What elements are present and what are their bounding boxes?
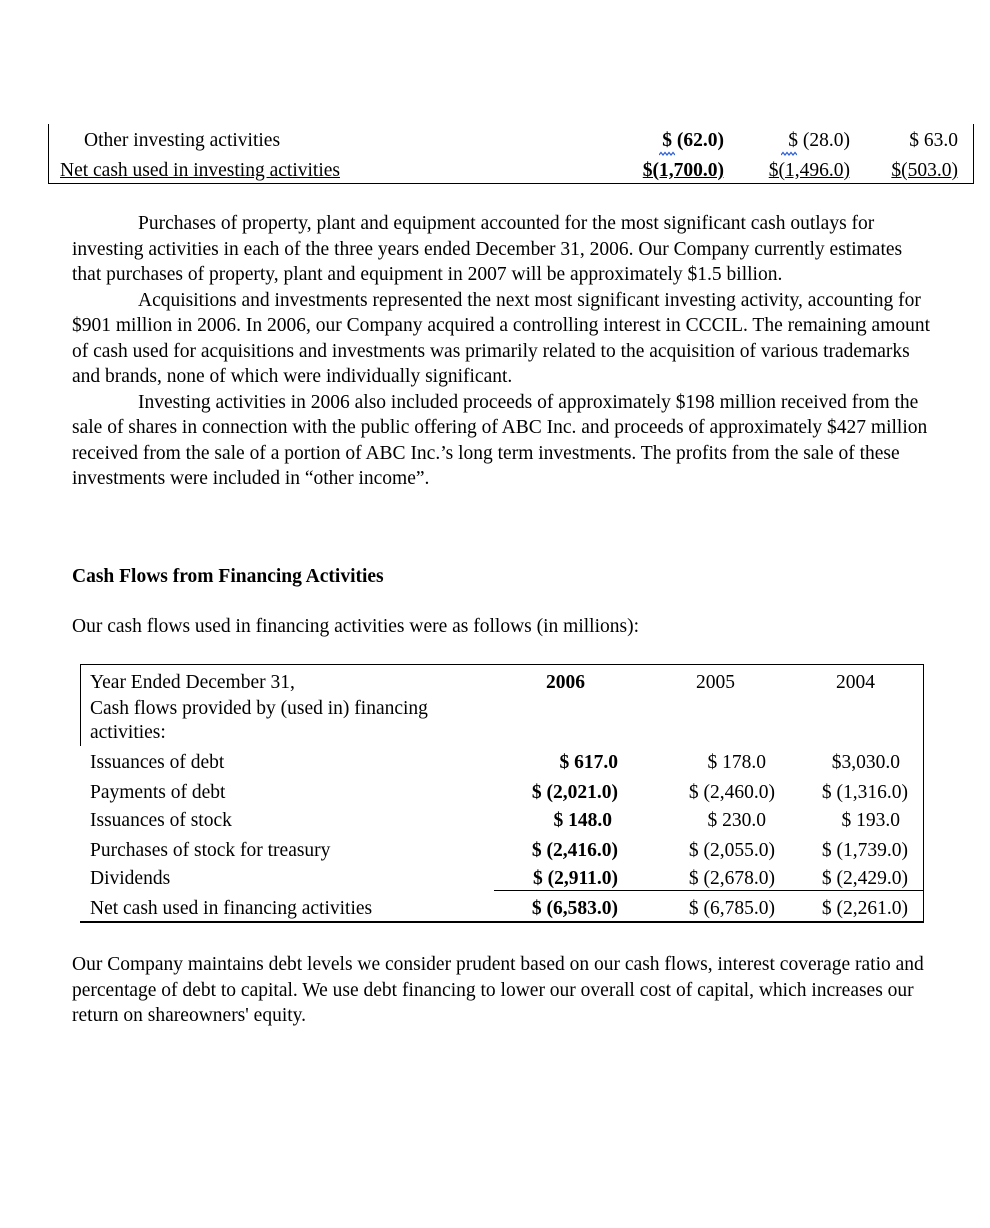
spellcheck-squiggle-icon xyxy=(659,151,675,157)
row-label: Net cash used in financing activities xyxy=(90,898,373,919)
table-border-right xyxy=(923,664,924,922)
value-2006: $ (2,911.0) xyxy=(532,868,618,889)
paragraph: Investing activities in 2006 also included proceeds of approximately $198 million received from the sale of shares in connection with the public offering of ABC Inc. and proceeds of approximately $427 million received from the sale of a portion of ABC Inc.’s long term investments. The profits from the sale of these investments were included in “other income”. xyxy=(72,391,928,489)
header-label: Year Ended December 31, xyxy=(90,672,295,693)
value-2004: $ 63.0 xyxy=(909,130,958,151)
row-label: Other investing activities xyxy=(84,130,281,151)
value-2006: $ 617.0 xyxy=(559,752,618,773)
value-2006: $ (2,021.0) xyxy=(531,782,618,803)
header-label: Cash flows provided by (used in) financing xyxy=(90,698,428,719)
value-2004: $ (2,429.0) xyxy=(821,868,908,889)
row-label: Payments of debt xyxy=(90,782,226,803)
column-header-2005: 2005 xyxy=(696,672,735,693)
value-2006: $ (6,583.0) xyxy=(531,898,618,919)
financing-table xyxy=(80,664,924,924)
row-label: Issuances of stock xyxy=(90,810,232,831)
column-header-2006: 2006 xyxy=(546,672,585,693)
table-border-top xyxy=(80,664,924,665)
row-label: Dividends xyxy=(90,868,171,889)
header-label: activities: xyxy=(90,722,166,743)
row-label: Issuances of debt xyxy=(90,752,225,773)
value-2005: $ (2,460.0) xyxy=(688,782,775,803)
value-2004: $3,030.0 xyxy=(831,752,900,773)
investing-narrative xyxy=(72,211,932,492)
value-2004: $ (1,316.0) xyxy=(821,782,908,803)
value-2004: $ 193.0 xyxy=(841,810,900,831)
section-heading: Cash Flows from Financing Activities xyxy=(72,566,384,587)
spellcheck-squiggle-icon xyxy=(781,151,797,157)
table-row xyxy=(48,160,974,188)
value-2005: $ 230.0 xyxy=(707,810,766,831)
value-2005: $ (2,678.0) xyxy=(688,868,775,889)
value-2006: $ (62.0) xyxy=(662,130,724,151)
value-2004: $ (1,739.0) xyxy=(821,840,908,861)
value-2006: $ 148.0 xyxy=(553,810,612,831)
value-2005: $ (6,785.0) xyxy=(688,898,775,919)
value-2006: $ (2,416.0) xyxy=(531,840,618,861)
value-2005: $ (28.0) xyxy=(788,130,850,151)
row-label: Net cash used in investing activities xyxy=(60,160,340,181)
paragraph: Our Company maintains debt levels we consider prudent based on our cash flows, interest coverage ratio and percentage of debt to capital. We use debt financing to lower our overall cost of capital, which increases our return on shareowners' equity. xyxy=(72,954,924,1026)
paragraph: Purchases of property, plant and equipment accounted for the most significant cash outlays for investing activities in each of the three years ended December 31, 2006. Our Company currently estimates that purchases of property, plant and equipment in 2007 will be approximately $1.5 billion. xyxy=(72,213,903,285)
closing-paragraph xyxy=(72,952,932,1029)
value-2005: $(1,496.0) xyxy=(768,160,850,181)
column-header-2004: 2004 xyxy=(836,672,875,693)
row-label: Purchases of stock for treasury xyxy=(90,840,331,861)
value-2006: $(1,700.0) xyxy=(642,160,724,181)
value-2004: $(503.0) xyxy=(891,160,958,181)
value-2005: $ (2,055.0) xyxy=(688,840,775,861)
paragraph: Acquisitions and investments represented the next most significant investing activity, accounting for $901 million in 2006. In 2006, our Company acquired a controlling interest in CCCIL. The remaining amount of cash used for acquisitions and investments was primarily related to the acquisition of various trademarks and brands, none of which were individually significant. xyxy=(72,289,931,387)
value-2004: $ (2,261.0) xyxy=(821,898,908,919)
section-intro: Our cash flows used in financing activities were as follows (in millions): xyxy=(72,616,640,637)
table-border-left xyxy=(80,664,81,746)
table-border-bottom xyxy=(80,921,924,923)
value-2005: $ 178.0 xyxy=(707,752,766,773)
investing-table xyxy=(48,124,974,184)
table-row xyxy=(48,130,974,158)
subtotal-rule xyxy=(494,890,924,891)
